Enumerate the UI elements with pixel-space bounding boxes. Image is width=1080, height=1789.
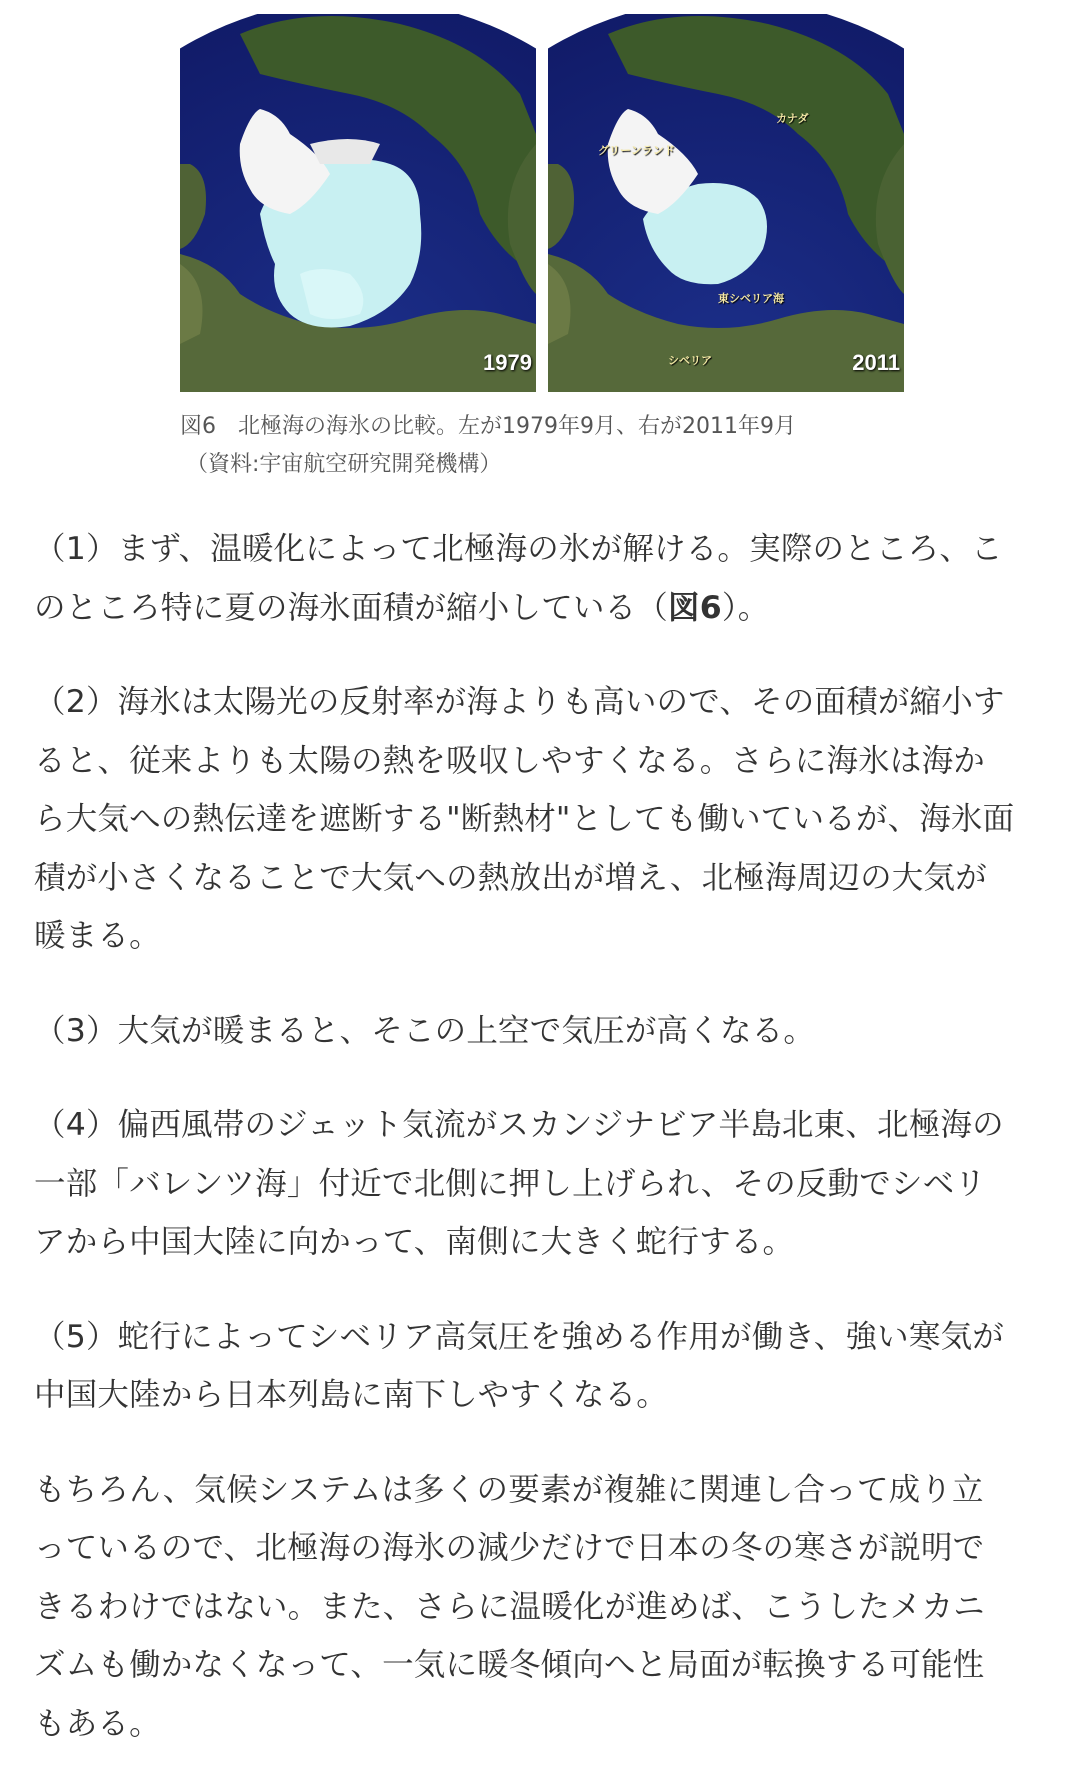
paragraph-2 [34, 673, 1044, 966]
paragraph-4 [34, 1096, 1044, 1272]
paragraph-line: （2）海氷は太陽光の反射率が海よりも高いので、その面積が縮小す [34, 684, 1005, 720]
figure-caption [180, 408, 900, 484]
paragraph-line: （1）まず、温暖化によって北極海の氷が解ける。実際のところ、こ [34, 531, 1003, 567]
figure-reference: 図6 [668, 589, 722, 626]
paragraph-line: アから中国大陸に向かって、南側に大きく蛇行する。 [34, 1224, 795, 1260]
paragraph-line: 一部「バレンツ海」付近で北側に押し上げられ、その反動でシベリ [34, 1165, 987, 1202]
paragraph-line: （4）偏西風帯のジェット気流がスカンジナビア半島北東、北極海の [34, 1107, 1004, 1143]
paragraph-line: っているので、北極海の海氷の減少だけで日本の冬の寒さが説明で [34, 1530, 985, 1566]
paragraph-line: 暖まる。 [34, 918, 161, 954]
paragraph-6 [34, 1461, 1044, 1754]
paragraph-3 [34, 1002, 1044, 1061]
article-body [34, 520, 1044, 1789]
text-span: のところ特に夏の海氷面積が縮小している（ [34, 589, 669, 626]
sea-ice-comparison-figure [180, 14, 905, 392]
arctic-map-2011-image [548, 14, 904, 392]
paragraph-line: ると、従来よりも太陽の熱を吸収しやすくなる。さらに海氷は海か [34, 742, 986, 779]
paragraph-line [34, 579, 1044, 638]
paragraph-line: ら大気への熱伝達を遮断する"断熱材"としても働いているが、海氷面 [34, 801, 1015, 837]
arctic-map-1979-image [180, 14, 536, 392]
paragraph-line: もちろん、気候システムは多くの要素が複雑に関連し合って成り立 [34, 1471, 984, 1508]
paragraph-5 [34, 1308, 1044, 1425]
text-span: ）。 [721, 589, 770, 626]
caption-text: 図6 北極海の海氷の比較。左が1979年9月、右が2011年9月 [180, 414, 796, 439]
map-label-siberia: シベリア [668, 354, 712, 367]
map-label-greenland: グリーンランド [598, 144, 675, 157]
year-label-2011: 2011 [852, 350, 900, 375]
paragraph-line: 中国大陸から日本列島に南下しやすくなる。 [34, 1377, 669, 1413]
paragraph-1 [34, 520, 1044, 637]
year-label-1979: 1979 [483, 350, 532, 375]
map-label-east-siberian-sea: 東シベリア海 [718, 292, 784, 305]
arctic-map-2011 [548, 14, 904, 392]
paragraph-line: 積が小さくなることで大気への熱放出が増え、北極海周辺の大気が [34, 859, 987, 896]
paragraph-line: きるわけではない。また、さらに温暖化が進めば、こうしたメカニ [34, 1588, 986, 1625]
paragraph-line: ズムも働かなくなって、一気に暖冬傾向へと局面が転換する可能性 [34, 1647, 985, 1683]
paragraph-line: （3）大気が暖まると、そこの上空で気圧が高くなる。 [34, 1012, 816, 1049]
map-label-canada: カナダ [776, 112, 809, 125]
arctic-map-1979 [180, 14, 536, 392]
paragraph-line: もある。 [34, 1705, 161, 1742]
caption-source: （資料:宇宙航空研究開発機構） [186, 452, 502, 477]
paragraph-line: （5）蛇行によってシベリア高気圧を強める作用が働き、強い寒気が [34, 1318, 1004, 1355]
